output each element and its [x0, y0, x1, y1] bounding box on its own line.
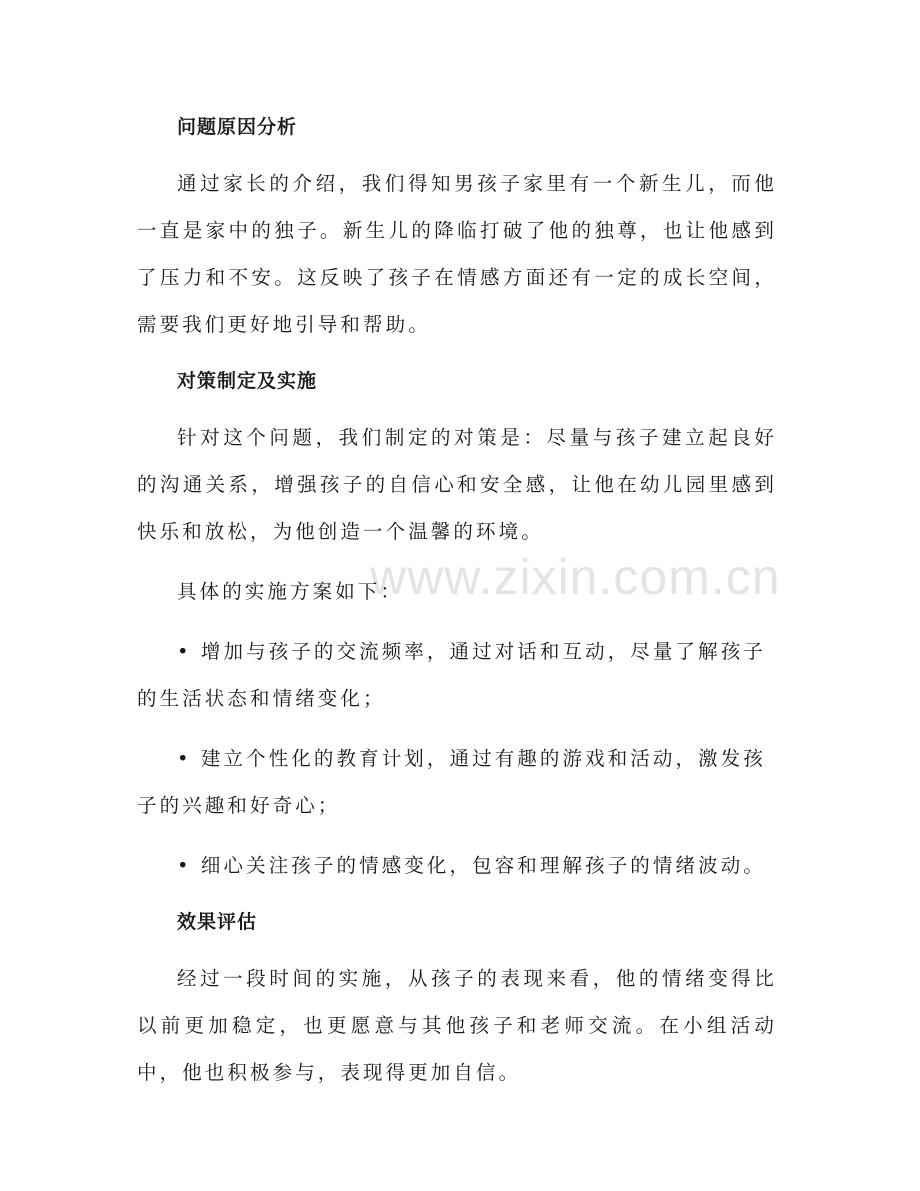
- paragraph-evaluation: 经过一段时间的实施，从孩子的表现来看，他的情绪变得比以前更加稳定，也更愿意与其他孩子和老师交流。在小组活动中，他也积极参与，表现得更加自信。: [137, 967, 777, 1084]
- watermark: www.zixin.com.cn: [370, 549, 781, 605]
- section-heading-strategy: 对策制定及实施: [177, 370, 318, 392]
- bullet-item-emotional-care: • 细心关注孩子的情感变化，包容和理解孩子的情绪波动。: [177, 854, 766, 877]
- document-body: [137, 107, 777, 1109]
- bullet-item-communication: • 增加与孩子的交流频率，通过对话和互动，尽量了解孩子的生活状态和情绪变化；: [137, 640, 766, 710]
- bullet-item-education-plan: • 建立个性化的教育计划，通过有趣的游戏和活动，激发孩子的兴趣和好奇心；: [137, 747, 766, 817]
- paragraph-strategy: 针对这个问题，我们制定的对策是：尽量与孩子建立起良好的沟通关系，增强孩子的自信心和安全感，让他在幼儿园里感到快乐和放松，为他创造一个温馨的环境。: [137, 426, 777, 543]
- paragraph-plan-intro: 具体的实施方案如下：: [177, 580, 404, 603]
- paragraph-cause-analysis: 通过家长的介绍，我们得知男孩子家里有一个新生儿，而他一直是家中的独子。新生儿的降临打破了他的独尊，也让他感到了压力和不安。这反映了孩子在情感方面还有一定的成长空间，需要我们更好地引导和帮助。: [137, 172, 777, 336]
- section-heading-cause-analysis: 问题原因分析: [177, 116, 298, 138]
- section-heading-evaluation: 效果评估: [177, 911, 258, 933]
